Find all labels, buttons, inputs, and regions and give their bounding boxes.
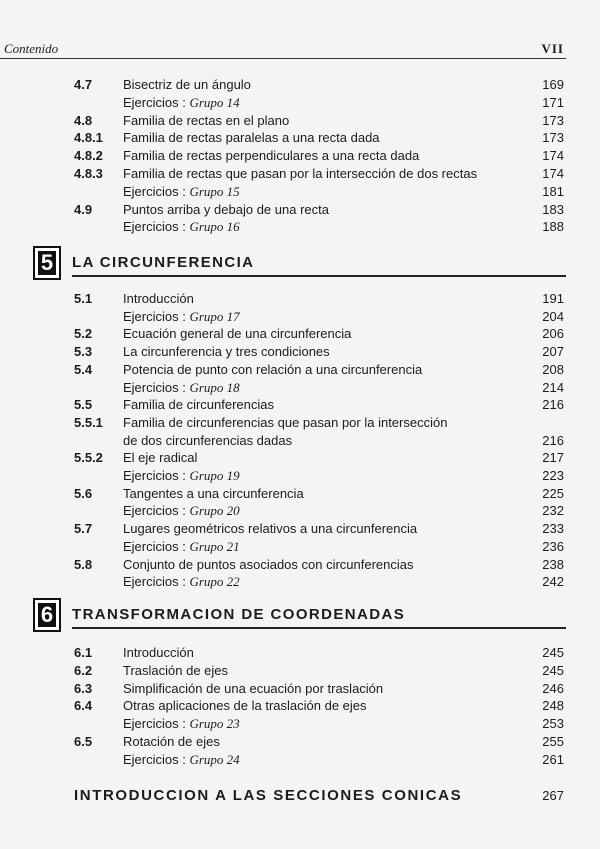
toc-entry-page: 217 xyxy=(542,450,564,466)
toc-entry-title: Traslación de ejes xyxy=(123,662,229,678)
toc-entry xyxy=(0,76,566,94)
final-section-title: INTRODUCCION A LAS SECCIONES CONICAS xyxy=(74,787,463,804)
exercises-label: Ejercicios : xyxy=(123,308,190,324)
exercise-group: Grupo 18 xyxy=(189,379,240,395)
exercises-label: Ejercicios : xyxy=(123,94,190,110)
exercises-label: Ejercicios : xyxy=(123,219,190,235)
toc-entry xyxy=(0,290,566,308)
toc-entry-title: Introducción xyxy=(123,645,194,660)
toc-entry-title: Familia de rectas que pasan por la intersección de dos rectas xyxy=(123,166,478,181)
chapter-title: TRANSFORMACION DE COORDENADAS xyxy=(72,606,406,623)
toc-entry-title: Introducción xyxy=(123,291,194,306)
toc-entry-title xyxy=(123,538,240,556)
toc-entry-number: 5.8 xyxy=(74,556,93,572)
toc-entry-number: 5.7 xyxy=(74,521,93,537)
toc-entry xyxy=(0,715,566,733)
toc-entry xyxy=(0,538,566,556)
toc-entry-title: de dos circunferencias dadas xyxy=(123,432,293,448)
toc-entry xyxy=(0,751,566,769)
toc-entry-number: 5.5 xyxy=(74,397,93,413)
toc-entry-number: 4.8.1 xyxy=(74,130,103,146)
toc-entry-page: 174 xyxy=(542,166,564,181)
toc-entry-page: 188 xyxy=(542,219,564,235)
exercises-label: Ejercicios : xyxy=(123,503,190,519)
toc-entry xyxy=(0,183,566,201)
toc-entry-number: 4.8 xyxy=(74,112,93,128)
toc-entry-page: 191 xyxy=(542,291,564,306)
toc-entry xyxy=(0,218,566,236)
toc-entry-title: Potencia de punto con relación a una circunferencia xyxy=(123,361,423,377)
toc-entry-title: Familia de rectas paralelas a una recta dada xyxy=(123,130,380,146)
toc-entry xyxy=(0,449,566,467)
toc-entry-page: 248 xyxy=(542,698,564,714)
toc-entry-number: 6.3 xyxy=(74,680,93,696)
toc-entry-title xyxy=(123,573,240,591)
chapter-5-heading xyxy=(30,246,566,282)
exercise-group: Grupo 23 xyxy=(189,716,240,732)
toc-entry-page: 216 xyxy=(542,432,564,448)
toc-entry-page: 253 xyxy=(542,716,564,732)
toc-entry-page: 238 xyxy=(542,556,564,572)
toc-entry-number: 4.7 xyxy=(74,77,93,92)
toc-entry-title: Bisectriz de un ángulo xyxy=(123,77,251,92)
exercise-group: Grupo 16 xyxy=(189,219,240,235)
exercise-group: Grupo 19 xyxy=(189,468,240,483)
chapter-6-heading xyxy=(30,598,566,634)
page-header xyxy=(0,38,566,59)
toc-entry-number: 5.3 xyxy=(74,344,93,360)
toc-entry xyxy=(0,662,566,680)
toc-entry-number: 6.2 xyxy=(74,662,93,678)
toc-entry-number: 4.8.3 xyxy=(74,166,103,181)
toc-entry xyxy=(0,325,566,343)
toc-entry-title xyxy=(123,715,240,733)
toc-entry-number: 6.1 xyxy=(74,645,93,660)
toc-entry-page: 181 xyxy=(542,183,564,199)
exercises-label: Ejercicios : xyxy=(123,468,190,483)
chapter-number-badge: 6 xyxy=(33,598,61,632)
toc-entry-page: 214 xyxy=(542,379,564,395)
toc-entry-number: 4.8.2 xyxy=(74,148,103,164)
toc-entry-page: 169 xyxy=(542,77,564,92)
toc-entry-page: 246 xyxy=(542,680,564,696)
toc-entry-title xyxy=(123,218,240,236)
toc-entry-page: 245 xyxy=(542,645,564,660)
toc-entry-number: 5.2 xyxy=(74,326,93,342)
toc-entry-page: 245 xyxy=(542,662,564,678)
exercises-label: Ejercicios : xyxy=(123,751,190,767)
exercise-group: Grupo 14 xyxy=(189,94,240,110)
toc-entry-title: El eje radical xyxy=(123,450,198,466)
toc-entry-page: 174 xyxy=(542,148,564,164)
toc-entry-title xyxy=(123,183,240,201)
toc-entry xyxy=(0,308,566,326)
toc-entry-number: 5.5.1 xyxy=(74,414,103,430)
toc-entry-page: 225 xyxy=(542,485,564,501)
final-section-page: 267 xyxy=(542,788,564,803)
exercises-label: Ejercicios : xyxy=(123,574,190,590)
toc-entry-title xyxy=(123,751,240,769)
toc-entry xyxy=(0,112,566,130)
toc-entry-number: 6.5 xyxy=(74,734,93,749)
toc-entry xyxy=(0,467,566,485)
toc-entry-page: 232 xyxy=(542,503,564,519)
toc-entry xyxy=(0,644,566,662)
exercises-label: Ejercicios : xyxy=(123,716,190,732)
toc-entry xyxy=(0,361,566,379)
toc-entry xyxy=(0,379,566,397)
toc-entry-title: Otras aplicaciones de la traslación de ejes xyxy=(123,698,367,714)
toc-entry-title: Familia de rectas en el plano xyxy=(123,112,290,128)
toc-entry xyxy=(0,432,566,450)
toc-entry-title: Familia de rectas perpendiculares a una recta dada xyxy=(123,148,420,164)
toc-entry-page: 173 xyxy=(542,112,564,128)
toc-entry-title: Familia de circunferencias que pasan por la intersección xyxy=(123,414,448,430)
toc-entry xyxy=(0,485,566,503)
toc-entry-page: 207 xyxy=(542,344,564,360)
toc-entry-page: 242 xyxy=(542,574,564,590)
exercise-group: Grupo 22 xyxy=(189,574,240,590)
toc-entry-number: 5.5.2 xyxy=(74,450,103,466)
toc-entry-title: Conjunto de puntos asociados con circunferencias xyxy=(123,556,414,572)
toc-entry-title: Lugares geométricos relativos a una circunferencia xyxy=(123,521,418,537)
toc-entry-page: 233 xyxy=(542,521,564,537)
toc-entry xyxy=(0,396,566,414)
toc-entry xyxy=(0,502,566,520)
page-number: VII xyxy=(541,41,564,56)
toc-entry xyxy=(0,129,566,147)
exercises-label: Ejercicios : xyxy=(123,183,190,199)
exercise-group: Grupo 20 xyxy=(189,503,240,519)
toc-entry-number: 4.9 xyxy=(74,201,93,217)
final-section-entry xyxy=(0,786,566,806)
toc-entry-page: 261 xyxy=(542,751,564,767)
toc-entry-page: 171 xyxy=(542,94,564,110)
toc-entry-number: 5.4 xyxy=(74,361,93,377)
toc-entry-title: Tangentes a una circunferencia xyxy=(123,485,304,501)
toc-entry xyxy=(0,697,566,715)
toc-entry xyxy=(0,414,566,432)
toc-entry-page: 204 xyxy=(542,308,564,324)
toc-entry xyxy=(0,680,566,698)
toc-entry-title: Rotación de ejes xyxy=(123,734,220,749)
toc-entry-page: 173 xyxy=(542,130,564,146)
toc-entry-title xyxy=(123,502,240,520)
toc-entry-title xyxy=(123,379,240,397)
exercises-label: Ejercicios : xyxy=(123,538,190,554)
chapter-title: LA CIRCUNFERENCIA xyxy=(72,254,255,271)
toc-entry xyxy=(0,201,566,219)
exercise-group: Grupo 15 xyxy=(189,183,240,199)
toc-entry xyxy=(0,733,566,751)
running-head: Contenido xyxy=(4,41,59,56)
exercise-group: Grupo 21 xyxy=(189,538,240,554)
toc-entry-title xyxy=(123,467,240,485)
chapter-number-badge: 5 xyxy=(33,246,61,280)
toc-entry-title xyxy=(123,94,240,112)
toc-entry xyxy=(0,147,566,165)
toc-entry-page: 208 xyxy=(542,361,564,377)
toc-entry-title: Ecuación general de una circunferencia xyxy=(123,326,352,342)
toc-entry-title xyxy=(123,308,240,326)
chapter-rule xyxy=(72,627,566,629)
chapter-rule xyxy=(72,275,566,277)
toc-entry-page: 206 xyxy=(542,326,564,342)
toc-entry-title: Puntos arriba y debajo de una recta xyxy=(123,201,329,217)
toc-entry-page: 255 xyxy=(542,734,564,749)
exercise-group: Grupo 17 xyxy=(189,308,240,324)
toc-entry xyxy=(0,556,566,574)
toc-entry-title: Familia de circunferencias xyxy=(123,397,275,413)
toc-entry xyxy=(0,573,566,591)
toc-entry xyxy=(0,94,566,112)
toc-entry-number: 6.4 xyxy=(74,698,93,714)
exercise-group: Grupo 24 xyxy=(189,751,240,767)
toc-entry-number: 5.6 xyxy=(74,485,93,501)
toc-entry xyxy=(0,343,566,361)
toc-entry xyxy=(0,520,566,538)
toc-entry-page: 216 xyxy=(542,397,564,413)
toc-entry-title: La circunferencia y tres condiciones xyxy=(123,344,330,360)
toc-entry xyxy=(0,165,566,183)
toc-entry-page: 183 xyxy=(542,201,564,217)
toc-entry-page: 223 xyxy=(542,468,564,483)
toc-entry-title: Simplificación de una ecuación por traslación xyxy=(123,680,384,696)
exercises-label: Ejercicios : xyxy=(123,379,190,395)
toc-entry-page: 236 xyxy=(542,538,564,554)
toc-entry-number: 5.1 xyxy=(74,291,93,306)
